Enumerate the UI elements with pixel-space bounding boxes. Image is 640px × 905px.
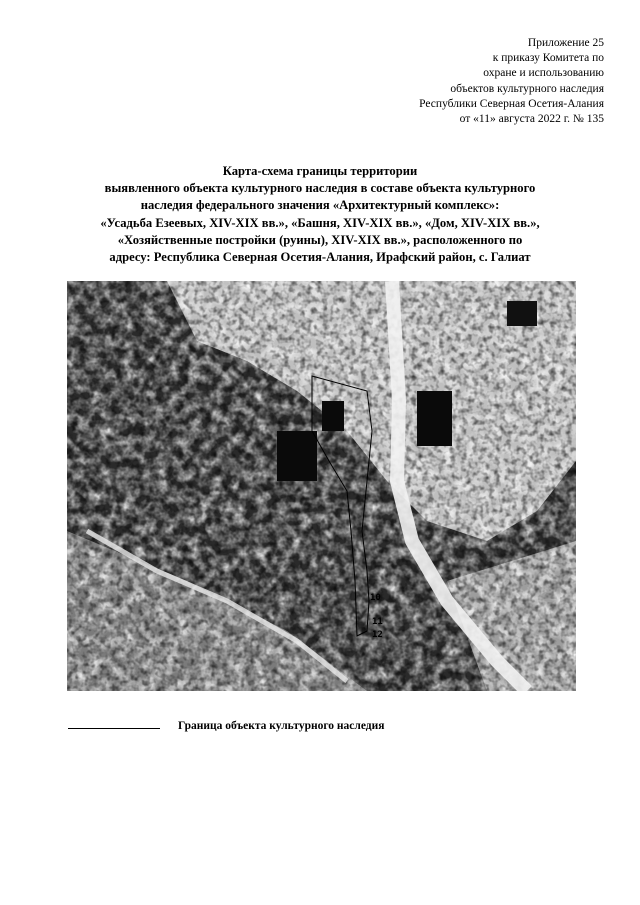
title-line: «Усадьба Езеевых, XIV-XIX вв.», «Башня, XIV-XIX вв.», «Дом, XIV-XIX вв.», [100, 215, 540, 230]
building-dark [277, 431, 317, 481]
appendix-line: охране и использованию [483, 67, 604, 80]
legend-boundary-line [68, 728, 160, 729]
noise-dark [67, 281, 576, 691]
title-line: «Хозяйственные постройки (руины), XIV-XIX вв.», расположенного по [117, 232, 523, 247]
title-line: Карта-схема границы территории [222, 164, 418, 178]
appendix-block [419, 36, 604, 127]
appendix-line: объектов культурного наследия [450, 82, 604, 95]
title-line: выявленного объекта культурного наследия в составе объекта культурного [104, 181, 536, 196]
building-dark [322, 401, 344, 431]
building-dark [507, 301, 537, 326]
building-dark [417, 391, 452, 446]
legend [68, 720, 488, 738]
document-title [40, 163, 600, 266]
appendix-line: Приложение 25 [527, 37, 604, 49]
legend-label: Граница объекта культурного наследия [178, 720, 385, 732]
title-line: наследия федерального значения «Архитектурный комплекс»: [140, 198, 500, 213]
aerial-map-image [67, 281, 576, 691]
title-line: адресу: Республика Северная Осетия-Алания, Ирафский район, с. Галиат [109, 250, 531, 265]
appendix-line: Республики Северная Осетия-Алания [419, 97, 604, 110]
boundary-point-label: 11 [372, 617, 383, 627]
boundary-point-label: 10 [370, 593, 381, 603]
appendix-line: к приказу Комитета по [492, 52, 604, 65]
boundary-point-label: 12 [372, 630, 383, 640]
appendix-line: от «11» августа 2022 г. № 135 [459, 113, 604, 126]
